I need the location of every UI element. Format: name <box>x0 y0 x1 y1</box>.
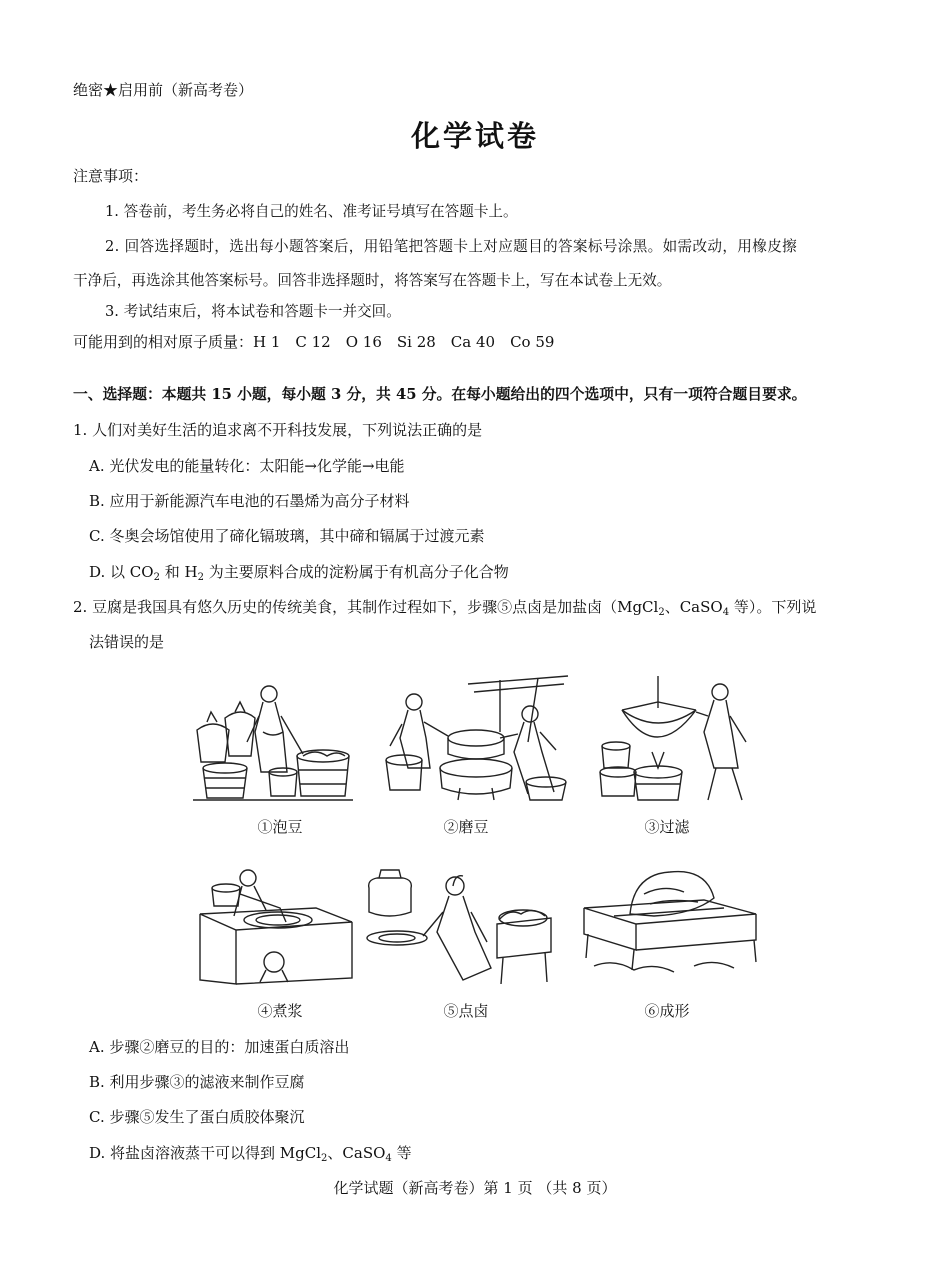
step-caption-5: ⑤点卤 <box>443 1002 489 1020</box>
step-caption-1: ①泡豆 <box>257 818 303 836</box>
illustration-adding-brine <box>363 858 555 986</box>
notice-heading: 注意事项： <box>73 167 149 185</box>
illustration-grinding-beans <box>378 672 574 804</box>
notice-item-2-line-1: 2. 回答选择题时，选出每小题答案后，用铅笔把答题卡上对应题目的答案标号涂黑。如需改动，用橡皮擦 <box>105 238 798 255</box>
step-caption-6: ⑥成形 <box>644 1002 690 1020</box>
q2-option-a: A. 步骤②磨豆的目的：加速蛋白质溶出 <box>89 1038 350 1056</box>
notice-item-2-line-2: 干净后，再选涂其他答案标号。回答非选择题时，将答案写在答题卡上，写在本试卷上无效。 <box>73 272 672 289</box>
illustration-shaping <box>574 858 762 986</box>
step-caption-3: ③过滤 <box>644 818 690 836</box>
notice-item-1: 1. 答卷前，考生务必将自己的姓名、准考证号填写在答题卡上。 <box>105 203 518 220</box>
q2-option-c: C. 步骤⑤发生了蛋白质胶体聚沉 <box>89 1108 305 1126</box>
illustration-boiling-slurry <box>196 858 356 986</box>
notice-item-3: 3. 考试结束后，将本试卷和答题卡一并交回。 <box>105 303 401 320</box>
q1-option-c: C. 冬奥会场馆使用了碲化镉玻璃，其中碲和镉属于过渡元素 <box>89 527 485 545</box>
secret-header: 绝密★启用前（新高考卷） <box>73 81 254 99</box>
q2-stem: 2. 豆腐是我国具有悠久历史的传统美食，其制作过程如下，步骤⑤点卤是加盐卤（MgCl$_2$、CaSO$_4$ 等）。下列说 <box>73 598 817 618</box>
section-heading: 一、选择题：本题共 15 小题，每小题 3 分，共 45 分。在每小题给出的四个选项中，只有一项符合题目要求。 <box>73 386 807 403</box>
page-title: 化学试卷 <box>410 119 539 153</box>
q1-option-a: A. 光伏发电的能量转化：太阳能→化学能→电能 <box>89 457 405 475</box>
q1-stem: 1. 人们对美好生活的追求离不开科技发展，下列说法正确的是 <box>73 421 483 439</box>
q2-option-d: D. 将盐卤溶液蒸干可以得到 MgCl$_2$、CaSO$_4$ 等 <box>89 1144 412 1164</box>
q1-option-d: D. 以 $CO_2$ 和 $H_2$ 为主要原料合成的淀粉属于有机高分子化合物 <box>89 563 509 583</box>
page-footer: 化学试题（新高考卷）第 1 页 （共 8 页） <box>333 1179 617 1197</box>
illustration-soaking-beans <box>185 672 360 804</box>
step-caption-4: ④煮浆 <box>257 1002 303 1020</box>
q2-option-b: B. 利用步骤③的滤液来制作豆腐 <box>89 1073 305 1091</box>
q2-stem-line-2: 法错误的是 <box>89 633 165 651</box>
illustration-filtering <box>596 672 771 804</box>
q1-option-b: B. 应用于新能源汽车电池的石墨烯为高分子材料 <box>89 492 410 510</box>
step-caption-2: ②磨豆 <box>443 818 489 836</box>
atomic-masses: 可能用到的相对原子质量：H 1 C 12 O 16 Si 28 Ca 40 Co 59 <box>73 333 555 351</box>
